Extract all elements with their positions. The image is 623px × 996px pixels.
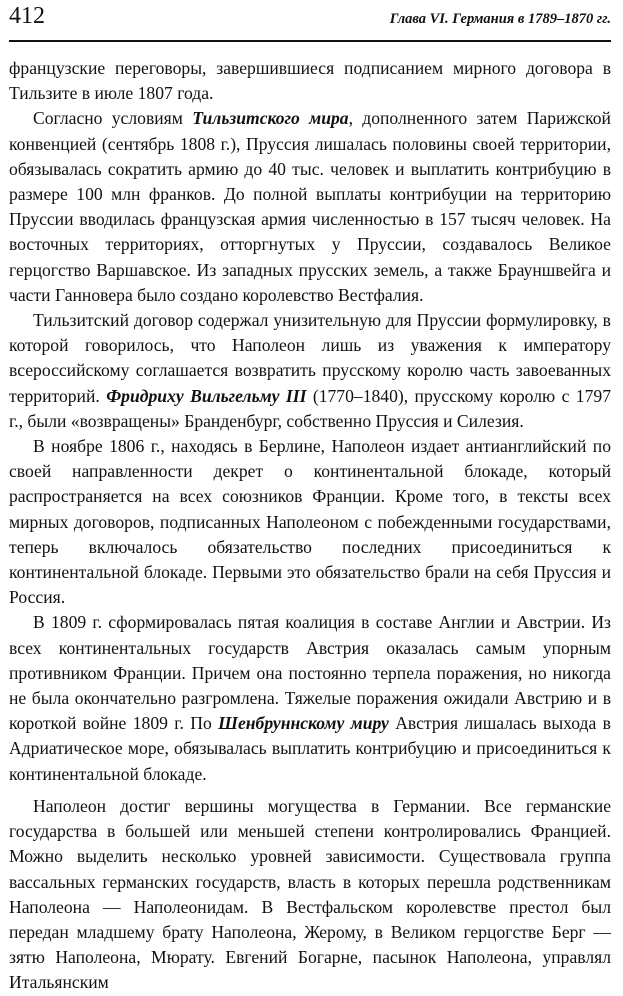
paragraph-text: Австрия лишалась выхода в Адриатическое море, обязывалась выплатить контрибуцию и присоединиться к континентальной блокаде.: [9, 713, 611, 784]
paragraph-continuation: французские переговоры, завершившиеся подписанием мирного договора в Тильзите в июле 1807 года.: [9, 58, 611, 104]
paragraph-text: (1770–1840), прусскому королю с 1797 г., были «возвращены» Бранденбург, собственно Пруссия и Силезия.: [9, 385, 611, 431]
paragraph-tilsit-treaty: [9, 308, 611, 434]
page-header: [9, 0, 611, 42]
body-text: [9, 56, 611, 996]
paragraph-napoleon-power: Наполеон достиг вершины могущества в Германии. Все германские государства в большей или меньшей степени контролировались Францией. Можно выделить несколько уровней зависимости. Существовала группа вассальных германских государств, власть в которых перешла родственникам Наполеона — Наполеонидам. В Вестфальском королевстве престол был передан младшему брату Наполеона, Жерому, в Великом герцогстве Берг — зятю Наполеона, Мюрату. Евгений Богарне, пасынок Наполеона, управлял Итальянским: [9, 795, 611, 993]
paragraph-continental-blockade: В ноябре 1806 г., находясь в Берлине, Наполеон издает антианглийский по своей направленности декрет о континентальной блокаде, который распространяется на всех союзников Франции. Кроме того, в тексты всех мирных договоров, подписанных Наполеоном с побежденными государствами, теперь включалось обязательство последних присоединиться к континентальной блокаде. Первыми это обязательство брали на себя Пруссия и Россия.: [9, 436, 611, 608]
highlighted-term: Тильзитского мира: [192, 108, 349, 129]
paragraph-text: В 1809 г. сформировалась пятая коалиция в составе Англии и Австрии. Из всех континентальных государств Австрия оказалась самым упорным противником Франции. Причем она постоянно терпела поражения, но никогда не была окончательно разгромлена. Тяжелые поражения ожидали Австрию и в короткой войне 1809 г. По: [9, 612, 611, 734]
paragraph-text: Согласно условиям: [33, 108, 193, 129]
page-number: 412: [9, 3, 45, 29]
highlighted-term: Шенбруннскому миру: [218, 713, 389, 734]
paragraph-fifth-coalition: [9, 610, 611, 786]
highlighted-term: Фридриху Вильгельму III: [106, 385, 307, 406]
paragraph-tilsit-terms: [9, 106, 611, 308]
running-head: Глава VI. Германия в 1789–1870 гг.: [389, 11, 611, 27]
paragraph-text: Тильзитский договор содержал унизительную для Пруссии формулировку, в которой говорилось, что Наполеон лишь из уважения к императору всероссийскому соглашается возвратить прусскому королю часть завоеванных территорий.: [9, 310, 611, 406]
paragraph-text: , дополненного затем Парижской конвенцией (сентябрь 1808 г.), Пруссия лишалась половины своей территории, обязывалась сократить армию до 40 тыс. человек и выплатить контрибуцию в размере 100 млн франков. До полной выплаты контрибуции на территорию Пруссии вводилась французская армия численностью в 157 тысяч человек. На восточных территориях, отторгнутых у Пруссии, создавалось Великое герцогство Варшавское. Из западных прусских земель, а также Брауншвейга и части Ганновера было создано королевство Вестфалия.: [9, 108, 611, 305]
